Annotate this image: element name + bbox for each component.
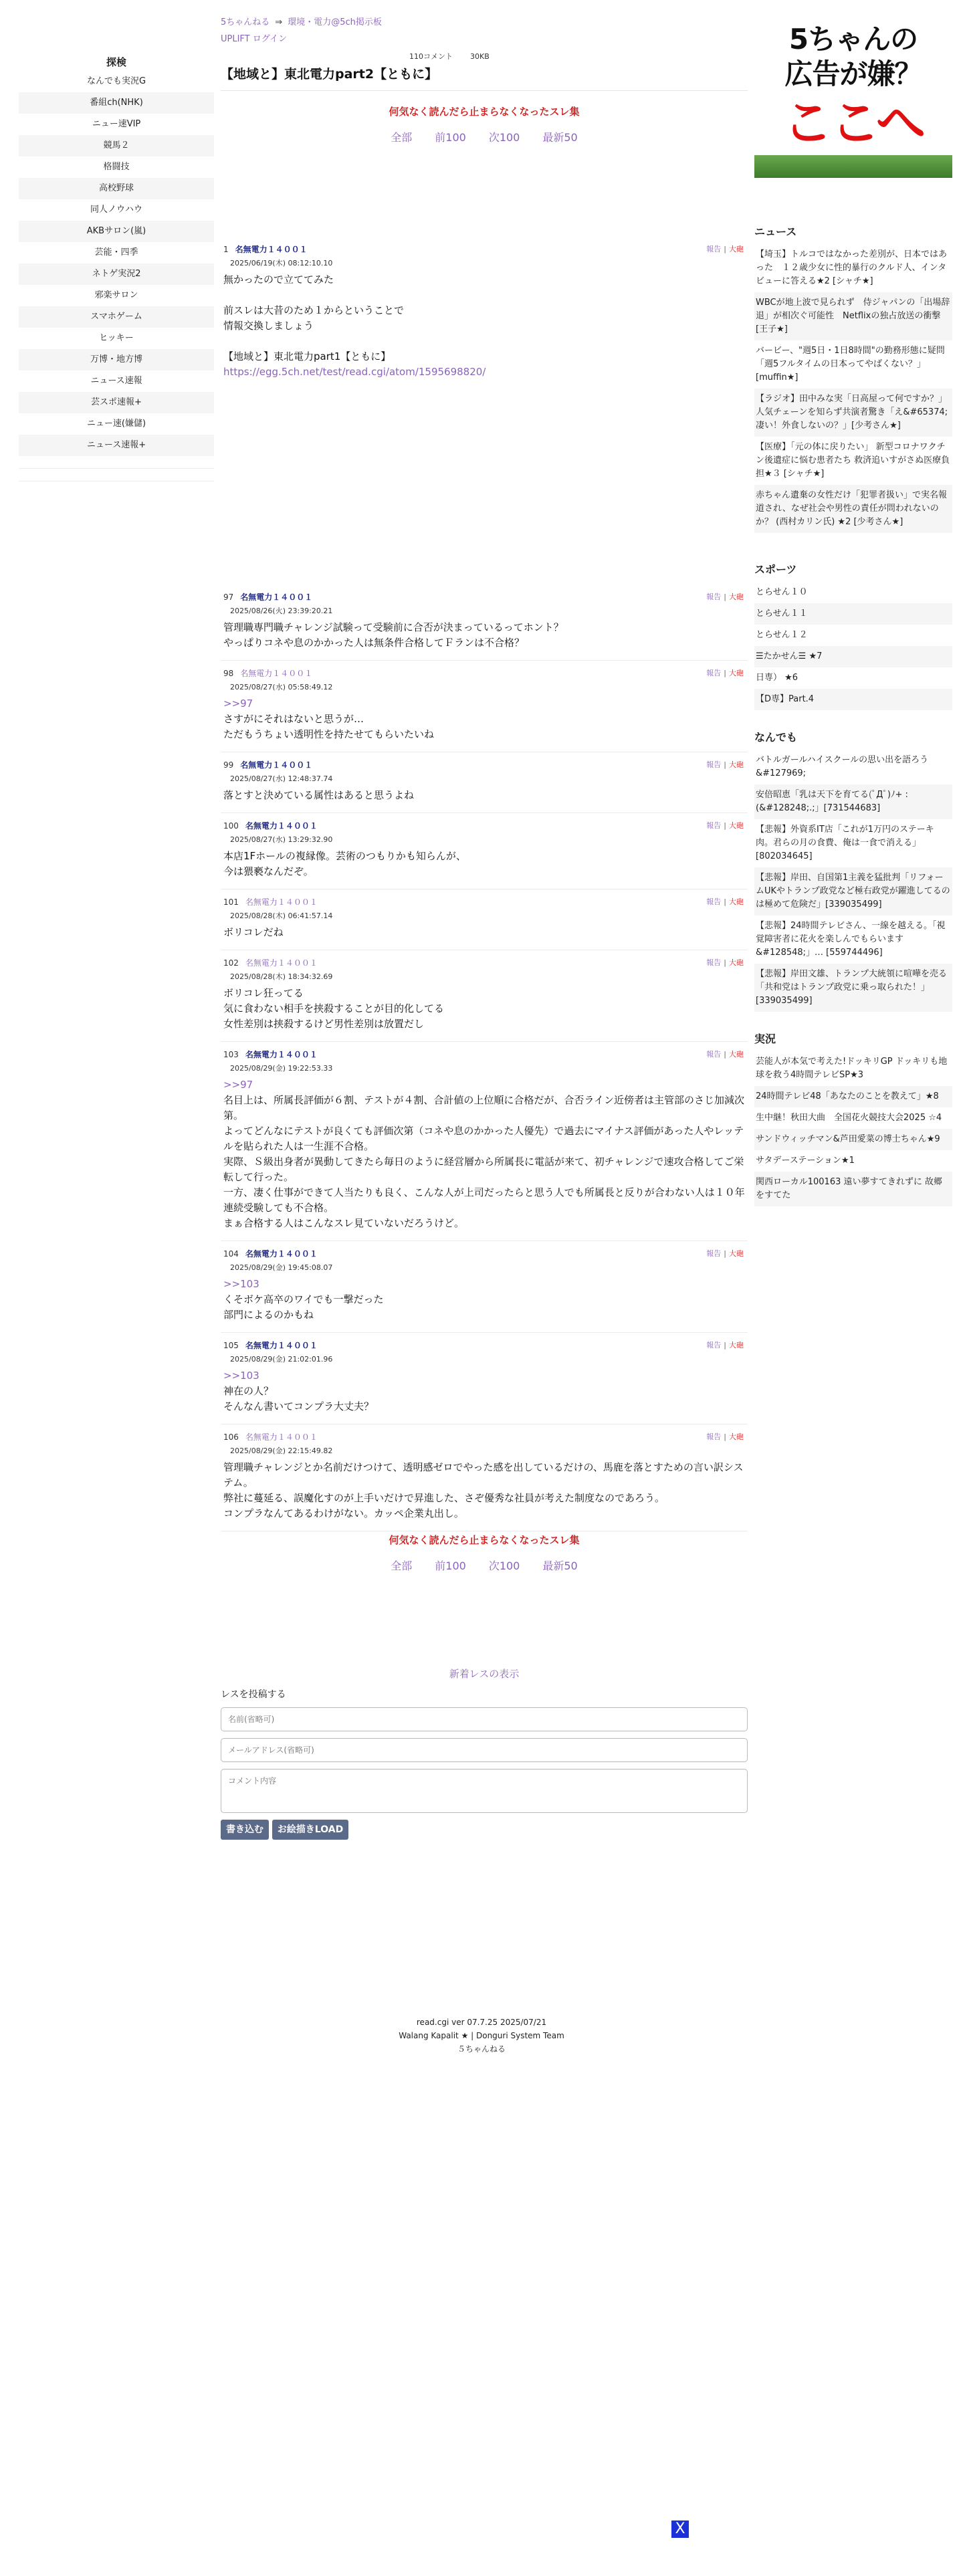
post-body <box>223 849 745 879</box>
post-number[interactable]: 102 <box>223 958 239 968</box>
thread-size: 30KB <box>470 52 490 61</box>
post-line: 本店1Fホールの複縁像。芸術のつもりかも知らんが、 <box>223 850 466 862</box>
sports-item[interactable]: とらせん１０ <box>756 587 808 597</box>
post-line: まぁ合格する人はこんなスレ見ていないだろうけど。 <box>223 1217 465 1229</box>
post-header <box>223 896 745 907</box>
post-header <box>223 667 745 679</box>
post-99 <box>221 752 748 813</box>
sidebar-item[interactable]: ニュース速報 <box>90 376 142 386</box>
cannon-link[interactable]: 大砲 <box>729 897 744 906</box>
report-link[interactable]: 報告 <box>706 593 722 601</box>
post-102 <box>221 950 748 1042</box>
post-body <box>223 1277 745 1323</box>
tools-separator: | <box>724 1341 726 1350</box>
post-date: 2025/08/28(木) 18:34:32.69 <box>230 972 333 981</box>
post-line: そんなん書いてコンプラ大丈夫？ <box>223 1400 374 1412</box>
post-number[interactable]: 100 <box>223 821 239 831</box>
sidebar-item[interactable]: 邪楽サロン <box>94 290 138 300</box>
ad-grass-image <box>754 155 952 178</box>
news-item[interactable]: 【医療】「元の体に戻りたい」 新型コロナワクチン後遺症に悩む患者たち 救済追いすがさぬ医療負担★３ [シャチ★] <box>756 442 950 479</box>
post-header <box>223 759 745 770</box>
sidebar-item[interactable]: スマホゲーム <box>19 306 214 328</box>
nandemo-section-title: なんでも <box>754 731 798 744</box>
post-line: やっぱりコネや息のかかった人は無条件合格してＦランは不合格？ <box>223 637 525 649</box>
sports-item[interactable]: 日専） ★6 <box>756 673 798 683</box>
post-104 <box>221 1241 748 1333</box>
post-line: ボリコレだね <box>223 926 284 938</box>
tools-separator: | <box>724 669 726 677</box>
post-number[interactable]: 1 <box>223 245 229 254</box>
post-body <box>223 1460 745 1521</box>
report-link[interactable]: 報告 <box>706 958 722 967</box>
cannon-link[interactable]: 大砲 <box>729 1341 744 1350</box>
sidebar-item[interactable]: 高校野球 <box>19 178 214 199</box>
recommend-threads-link[interactable]: 何気なく読んだら止まらなくなったスレ集 <box>389 106 580 118</box>
ad-line-1: 5ちゃんの <box>788 23 918 56</box>
sports-item[interactable]: とらせん１２ <box>756 630 808 640</box>
reply-anchor-link[interactable]: >>103 <box>223 1278 259 1290</box>
sidebar-item[interactable]: 番組ch(NHK) <box>19 92 214 114</box>
post-101 <box>221 889 748 950</box>
post-header <box>223 1248 745 1259</box>
nav-next100[interactable]: 次100 <box>488 1560 520 1572</box>
post-header <box>223 957 745 968</box>
poster-name: 名無電力１４００１ <box>245 897 318 907</box>
pager-bottom <box>221 1558 748 1573</box>
post-line: 名目上は、所属長評価が６割、テストが４割、合計値の上位順に合格だが、合否ライン近傍者は主管部のさじ加減次第。 <box>223 1094 744 1121</box>
poster-name: 名無電力１４００１ <box>245 1050 318 1059</box>
post-105 <box>221 1333 748 1424</box>
cannon-link[interactable]: 大砲 <box>729 593 744 601</box>
close-ad-button[interactable]: X <box>671 2520 689 2538</box>
post-tools <box>706 1248 744 1259</box>
footer-team: Walang Kapalit ★ | Donguri System Team <box>399 2031 564 2040</box>
post-body <box>223 925 745 940</box>
recommend-threads-link-bottom[interactable]: 何気なく読んだら止まらなくなったスレ集 <box>389 1534 580 1546</box>
post-form-title: レスを投稿する <box>221 1689 286 1700</box>
news-item[interactable]: 【埼玉】トルコではなかった差別が、日本ではあった １２歳少女に性的暴行のクルド人、インタビューに答える★2 [シャチ★] <box>756 249 948 286</box>
post-number[interactable]: 99 <box>223 760 234 770</box>
news-item[interactable]: WBCが地上波で見られず 侍ジャパンの「出場辞退」が相次ぐ可能性 Netflixの独占放送の衝撃 [王子★] <box>754 292 952 340</box>
ad-line-3: ここへ <box>782 94 924 152</box>
ad-space <box>221 389 748 584</box>
post-line: 今は猥褻なんだぞ。 <box>223 865 314 877</box>
tools-separator: | <box>724 958 726 967</box>
sidebar-item[interactable]: ヒッキー <box>99 333 134 343</box>
nav-all[interactable]: 全部 <box>391 1560 413 1572</box>
jikkyo-item[interactable]: サンドウィッチマン&芦田愛菜の博士ちゃん★9 <box>754 1129 952 1150</box>
jikkyo-item[interactable]: 芸能人が本気で考えた!ドッキリGP ドッキリも地球を救う4時間テレビSP★3 <box>756 1057 948 1080</box>
sidebar-item[interactable]: ネトゲ実況2 <box>19 263 214 285</box>
sidebar-item[interactable]: 万博・地方博 <box>19 349 214 370</box>
post-body <box>223 986 745 1032</box>
post-date: 2025/08/29(金) 21:02:01.96 <box>230 1355 333 1364</box>
sidebar-item[interactable]: 同人ノウハウ <box>90 205 142 215</box>
name-input[interactable] <box>221 1707 748 1731</box>
post-line: 気に食わない相手を挟殺することが目的化してる <box>223 1002 445 1014</box>
post-body: 無かったので立ててみた 前スレは大昔のため１からということで 情報交換しましょう 【地域と】東北電力part1【ともに】 https://egg.5ch.net/test/read.cgi/atom/1595698820/ <box>223 272 745 380</box>
post-body <box>223 696 745 742</box>
post-number[interactable]: 98 <box>223 669 234 678</box>
tools-separator: | <box>724 593 726 601</box>
nav-latest50[interactable]: 最新50 <box>542 1560 578 1572</box>
news-item[interactable]: 【ラジオ】田中みな実「日高屋って何ですか？」 人気チェーンを知らず共演者驚き「え&#65374;凄い！外食しないの？」[少考さん★] <box>754 389 952 437</box>
post-header <box>223 1049 745 1060</box>
new-replies-link[interactable]: 新着レスの表示 <box>449 1668 520 1680</box>
post-number[interactable]: 105 <box>223 1341 239 1350</box>
post-number[interactable]: 104 <box>223 1249 239 1259</box>
comment-textarea[interactable] <box>221 1769 748 1813</box>
sports-item[interactable]: 【D専】Part.4 <box>754 689 952 710</box>
post-date: 2025/08/28(木) 06:41:57.14 <box>230 911 333 920</box>
cannon-link[interactable]: 大砲 <box>729 1432 744 1441</box>
post-103 <box>221 1042 748 1241</box>
footer <box>0 2016 963 2056</box>
post-line: 一方、凄く仕事ができて人当たりも良く、こんな人が上司だったらと思う人でも所属長と反りが合わない人は１０年連続受験しても不合格。 <box>223 1186 745 1214</box>
post-tools <box>706 1431 744 1442</box>
poster-name: 名無電力１４００１ <box>245 1249 318 1259</box>
news-item[interactable]: バービー、"週5日・1日8時間"の勤務形態に疑問「週5フルタイムの日本ってやばくない？」 [muffin★] <box>756 346 945 383</box>
post-header <box>223 591 745 603</box>
post-header <box>223 1339 745 1351</box>
tools-separator: | <box>724 1050 726 1059</box>
post-body <box>223 1077 745 1231</box>
sidebar-item[interactable]: AKBサロン(嵐) <box>19 221 214 242</box>
submit-button[interactable]: 書き込む <box>221 1820 269 1840</box>
nandemo-item[interactable]: 【悲報】岸田文雄、トランプ大統領に喧嘩を売る「共和党はトランプ政党に乗っ取られた！」[339035499] <box>754 964 952 1012</box>
post-body <box>223 1368 745 1414</box>
post-1 <box>221 237 748 389</box>
pager-top <box>221 129 748 144</box>
sidebar-item[interactable]: 格闘技 <box>103 162 130 172</box>
board-link[interactable]: 環境・電力@5ch掲示板 <box>288 17 382 27</box>
post-line: 神在の人？ <box>223 1385 274 1397</box>
thread-url-link[interactable]: https://egg.5ch.net/test/read.cgi/atom/1595698820/ <box>223 366 486 378</box>
breadcrumb-arrow: ⇒ <box>275 17 283 27</box>
sidebar-item[interactable]: 芸能・四季 <box>94 247 138 257</box>
post-number[interactable]: 106 <box>223 1432 239 1442</box>
sidebar-item[interactable]: 芸スポ速報+ <box>19 392 214 413</box>
post-date: 2025/08/26(火) 23:39:20.21 <box>230 607 333 615</box>
post-body <box>223 788 745 803</box>
tools-separator: | <box>724 1249 726 1258</box>
report-link[interactable]: 報告 <box>706 1341 722 1350</box>
poster-name: 名無電力１４００１ <box>245 958 318 968</box>
email-input[interactable] <box>221 1738 748 1762</box>
reply-anchor-link[interactable]: >>97 <box>223 1079 253 1091</box>
oekaki-load-button[interactable]: お絵描きLOAD <box>272 1820 348 1840</box>
post-line: 管理職チャレンジとか名前だけつけて、透明感ゼロでやった感を出しているだけの、馬鹿を落とすための言い訳システム。 <box>223 1461 744 1489</box>
post-tools: 報告 | 大砲 <box>706 245 744 253</box>
ad-line-2: 広告が嫌？ <box>784 58 922 90</box>
jikkyo-item[interactable]: サタデーステーション★1 <box>756 1156 855 1166</box>
post-line: 実際、Ｓ級出身者が異動してきたら毎日のように経営層から所属長に電話が来て、初チャレンジで速攻合格してご栄転して行った。 <box>223 1156 744 1183</box>
reply-anchor-link[interactable]: >>97 <box>223 697 253 710</box>
nandemo-list <box>754 750 952 1012</box>
nandemo-item[interactable]: 安倍昭恵「乳は天下を育てる(ﾟДﾟ)ﾉ+ :(&#128248;.;」[731544683] <box>754 784 952 819</box>
nav-next100[interactable]: 次100 <box>488 131 520 144</box>
jikkyo-item[interactable]: 24時間テレビ48「あなたのことを教えて」★8 <box>754 1086 952 1107</box>
cannon-link[interactable]: 大砲 <box>729 1249 744 1258</box>
nandemo-item[interactable]: 【悲報】外資系IT店「これが1万円のステーキ肉。君らの月の食費、俺は一食で消える」[802034645] <box>756 825 934 861</box>
thread-title: 【地域と】東北電力part2【ともに】 <box>221 64 748 91</box>
post-line: ボリコレ狂ってる <box>223 987 304 999</box>
post-date: 2025/08/27(水) 05:58:49.12 <box>230 683 333 691</box>
post-number[interactable]: 97 <box>223 593 234 602</box>
post-line: 落とすと決めている属性はあると思うよね <box>223 789 415 801</box>
reply-anchor-link[interactable]: >>103 <box>223 1370 259 1382</box>
cannon-link[interactable]: 大砲 <box>729 958 744 967</box>
post-tools <box>706 667 744 678</box>
post-line: 管理職専門職チャレンジ試験って受験前に合否が決まっているってホント？ <box>223 621 564 633</box>
report-link[interactable]: 報告 <box>706 1432 722 1441</box>
sidebar-item[interactable]: ニュー速(嫌儲) <box>86 419 146 429</box>
post-tools <box>706 1339 744 1350</box>
poster-name: 名無電力１４００１ <box>245 821 318 831</box>
post-number[interactable]: 101 <box>223 897 239 907</box>
nav-prev100[interactable]: 前100 <box>435 1560 466 1572</box>
cannon-link[interactable]: 大砲 <box>729 669 744 677</box>
report-link[interactable]: 報告 <box>706 1249 722 1258</box>
poster-name: 名無電力１４００１ <box>240 669 313 678</box>
sidebar-item[interactable]: なんでも実況G <box>86 76 146 86</box>
poster-name: 名無電力１４００１ <box>245 1432 318 1442</box>
tools-separator: | <box>724 1432 726 1441</box>
post-header <box>223 1431 745 1442</box>
thread-meta <box>409 51 748 62</box>
post-date: 2025/08/27(水) 13:29:32.90 <box>230 835 333 844</box>
post-date: 2025/08/29(金) 19:22:53.33 <box>230 1064 333 1073</box>
main-column <box>221 0 748 1840</box>
post-header <box>223 820 745 831</box>
post-line: コンプラなんてあるわけがない。カッペ企業丸出し。 <box>223 1507 464 1519</box>
report-link[interactable]: 報告 <box>706 245 722 253</box>
cannon-link[interactable]: 大砲 <box>729 821 744 830</box>
post-line: 弊社に蔓延る、誤魔化すのが上手いだけで昇進した、さぞ優秀な社員が考えた制度なのであろう。 <box>223 1492 665 1504</box>
post-line: ただもうちょい透明性を持たせてもらいたいね <box>223 728 435 740</box>
jikkyo-section-title: 実況 <box>754 1033 776 1045</box>
ad-space <box>221 144 748 237</box>
uplift-login-link[interactable]: UPLIFT ログイン <box>221 34 288 44</box>
left-sidebar <box>19 53 214 494</box>
sidebar-item[interactable]: ニュース速報+ <box>19 435 214 456</box>
jikkyo-item[interactable]: 生中継！秋田大曲 全国花火競技大会2025 ☆4 <box>756 1113 942 1123</box>
post-list <box>221 584 748 1531</box>
post-line: 女性差別は挟殺するけど男性差別は放置だし <box>223 1018 425 1030</box>
comment-count: 110コメント <box>409 52 453 61</box>
post-tools <box>706 1049 744 1059</box>
sidebar-item[interactable]: ニュー速VIP <box>92 119 141 129</box>
post-tools <box>706 957 744 968</box>
jikkyo-list <box>754 1051 952 1206</box>
sidebar-heading: 探検 <box>106 56 126 68</box>
nav-prev100[interactable]: 前100 <box>435 131 466 144</box>
sidebar-item[interactable]: 競馬２ <box>19 135 214 156</box>
nav-latest50[interactable]: 最新50 <box>542 131 578 144</box>
cannon-link[interactable]: 大砲 <box>729 1050 744 1059</box>
nandemo-item[interactable]: 【悲報】24時間テレビさん、一線を越える。「視覚障害者に花火を楽しんでもらいます&#128548;」… [559744496] <box>756 921 946 958</box>
sidebar-divider <box>19 468 214 469</box>
tools-separator: | <box>724 821 726 830</box>
tools-separator: | <box>724 897 726 906</box>
sports-item[interactable]: とらせん１１ <box>754 603 952 625</box>
poster-name: 名無電力１４００１ <box>245 1341 318 1350</box>
post-tools <box>706 759 744 770</box>
jikkyo-item[interactable]: 関西ローカル100163 遠い夢すてきれずに 故郷をすてた <box>754 1172 952 1206</box>
sidebar-list <box>19 71 214 456</box>
footer-version: read.cgi ver 07.7.25 2025/07/21 <box>416 2018 547 2027</box>
post-date: 2025/06/19(木) 08:12:10.10 <box>230 259 333 267</box>
post-line: くそボケ高卒のワイでも一撃だった <box>223 1293 384 1305</box>
poster-name: 名無電力１４００１ <box>240 760 313 770</box>
report-link[interactable]: 報告 <box>706 669 722 677</box>
post-date: 2025/08/29(金) 19:45:08.07 <box>230 1263 333 1272</box>
sports-section-title: スポーツ <box>754 563 797 576</box>
post-date: 2025/08/29(金) 22:15:49.82 <box>230 1446 333 1455</box>
post-tools <box>706 820 744 831</box>
right-sidebar <box>754 0 952 1206</box>
post-tools <box>706 591 744 602</box>
poster-name: 名無電力１４００１ <box>235 245 308 254</box>
sports-item[interactable]: ☰たかせん☰ ★7 <box>754 646 952 667</box>
ad-banner[interactable] <box>754 17 952 178</box>
cannon-link[interactable]: 大砲 <box>729 245 744 253</box>
post-line: よってどんなにテストが良くても評価次第（コネや息のかかった人優先）で過去にマイナス評価があった人やレッテルを貼られた人は一生涯不合格。 <box>223 1125 744 1152</box>
breadcrumb <box>221 15 748 27</box>
nandemo-item[interactable]: 【悲報】岸田、自国第1主義を猛批判「リフォームUKやトランプ政党など極右政党が躍進してるのは極めて危険だ」[339035499] <box>754 867 952 916</box>
nandemo-item[interactable]: バトルガールハイスクールの思い出を語ろう&#127969; <box>756 755 929 778</box>
poster-name: 名無電力１４００１ <box>240 593 313 602</box>
news-section-title: ニュース <box>754 225 797 238</box>
post-line: さすがにそれはないと思うが… <box>223 713 364 725</box>
tools-separator: | <box>724 760 726 769</box>
post-97 <box>221 584 748 661</box>
site-link[interactable]: 5ちゃんねる <box>221 17 270 27</box>
report-link[interactable]: 報告 <box>706 760 722 769</box>
report-link[interactable]: 報告 <box>706 897 722 906</box>
sports-list <box>754 582 952 710</box>
post-line: 部門によるのかもね <box>223 1309 314 1321</box>
report-link[interactable]: 報告 <box>706 821 722 830</box>
post-date: 2025/08/27(水) 12:48:37.74 <box>230 774 333 783</box>
post-100 <box>221 813 748 889</box>
nav-all[interactable]: 全部 <box>391 131 413 144</box>
post-106 <box>221 1424 748 1531</box>
post-98 <box>221 661 748 752</box>
news-item[interactable]: 赤ちゃん遺棄の女性だけ「犯罪者扱い」で実名報道され、なぜ社会や男性の責任が問われないのか？ (西村カリン氏) ★2 [少考さん★] <box>754 485 952 533</box>
footer-site[interactable]: ５ちゃんねる <box>457 2044 506 2054</box>
post-body <box>223 620 745 651</box>
cannon-link[interactable]: 大砲 <box>729 760 744 769</box>
report-link[interactable]: 報告 <box>706 1050 722 1059</box>
news-list <box>754 244 952 533</box>
post-number[interactable]: 103 <box>223 1050 239 1059</box>
post-tools <box>706 896 744 907</box>
